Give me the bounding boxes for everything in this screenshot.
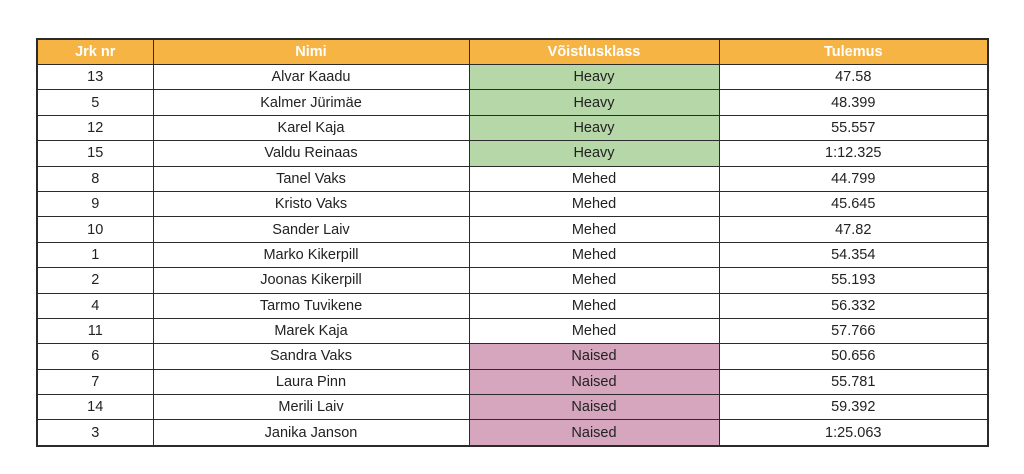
cell-jrk-nr[interactable]: 10 xyxy=(37,217,153,242)
cell-nimi[interactable]: Marko Kikerpill xyxy=(153,242,469,267)
table-row[interactable] xyxy=(37,65,988,90)
header-jrk-nr[interactable]: Jrk nr xyxy=(37,39,153,65)
table-row[interactable] xyxy=(37,268,988,293)
cell-voistlusklass[interactable]: Naised xyxy=(469,369,719,394)
cell-voistlusklass[interactable]: Mehed xyxy=(469,318,719,343)
cell-tulemus[interactable]: 59.392 xyxy=(719,395,988,420)
cell-tulemus[interactable]: 47.58 xyxy=(719,65,988,90)
cell-tulemus[interactable]: 55.557 xyxy=(719,115,988,140)
cell-nimi[interactable]: Valdu Reinaas xyxy=(153,141,469,166)
cell-voistlusklass[interactable]: Mehed xyxy=(469,242,719,267)
cell-tulemus[interactable]: 48.399 xyxy=(719,90,988,115)
cell-tulemus[interactable]: 1:25.063 xyxy=(719,420,988,446)
cell-nimi[interactable]: Sandra Vaks xyxy=(153,344,469,369)
cell-tulemus[interactable]: 54.354 xyxy=(719,242,988,267)
cell-nimi[interactable]: Sander Laiv xyxy=(153,217,469,242)
cell-jrk-nr[interactable]: 4 xyxy=(37,293,153,318)
cell-jrk-nr[interactable]: 11 xyxy=(37,318,153,343)
cell-voistlusklass[interactable]: Mehed xyxy=(469,217,719,242)
cell-voistlusklass[interactable]: Heavy xyxy=(469,65,719,90)
cell-voistlusklass[interactable]: Heavy xyxy=(469,141,719,166)
cell-nimi[interactable]: Tanel Vaks xyxy=(153,166,469,191)
cell-jrk-nr[interactable]: 14 xyxy=(37,395,153,420)
table-row[interactable] xyxy=(37,318,988,343)
cell-voistlusklass[interactable]: Naised xyxy=(469,344,719,369)
cell-tulemus[interactable]: 55.193 xyxy=(719,268,988,293)
table-header xyxy=(37,39,988,65)
cell-jrk-nr[interactable]: 13 xyxy=(37,65,153,90)
table-row[interactable] xyxy=(37,166,988,191)
cell-jrk-nr[interactable]: 1 xyxy=(37,242,153,267)
cell-nimi[interactable]: Tarmo Tuvikene xyxy=(153,293,469,318)
table-row[interactable] xyxy=(37,395,988,420)
header-tulemus[interactable]: Tulemus xyxy=(719,39,988,65)
cell-nimi[interactable]: Kalmer Jürimäe xyxy=(153,90,469,115)
cell-nimi[interactable]: Janika Janson xyxy=(153,420,469,446)
cell-jrk-nr[interactable]: 2 xyxy=(37,268,153,293)
cell-jrk-nr[interactable]: 7 xyxy=(37,369,153,394)
cell-voistlusklass[interactable]: Heavy xyxy=(469,90,719,115)
cell-nimi[interactable]: Joonas Kikerpill xyxy=(153,268,469,293)
cell-jrk-nr[interactable]: 12 xyxy=(37,115,153,140)
cell-tulemus[interactable]: 45.645 xyxy=(719,191,988,216)
table-row[interactable] xyxy=(37,90,988,115)
table-row[interactable] xyxy=(37,242,988,267)
cell-tulemus[interactable]: 57.766 xyxy=(719,318,988,343)
table-row[interactable] xyxy=(37,344,988,369)
cell-voistlusklass[interactable]: Naised xyxy=(469,420,719,446)
table-row[interactable] xyxy=(37,141,988,166)
table-row[interactable] xyxy=(37,369,988,394)
cell-nimi[interactable]: Marek Kaja xyxy=(153,318,469,343)
cell-nimi[interactable]: Kristo Vaks xyxy=(153,191,469,216)
cell-voistlusklass[interactable]: Mehed xyxy=(469,166,719,191)
table-body xyxy=(37,65,988,446)
cell-jrk-nr[interactable]: 8 xyxy=(37,166,153,191)
cell-nimi[interactable]: Merili Laiv xyxy=(153,395,469,420)
cell-tulemus[interactable]: 56.332 xyxy=(719,293,988,318)
cell-nimi[interactable]: Laura Pinn xyxy=(153,369,469,394)
header-voistlusklass[interactable]: Võistlusklass xyxy=(469,39,719,65)
cell-tulemus[interactable]: 47.82 xyxy=(719,217,988,242)
cell-nimi[interactable]: Karel Kaja xyxy=(153,115,469,140)
cell-voistlusklass[interactable]: Mehed xyxy=(469,293,719,318)
table-row[interactable] xyxy=(37,217,988,242)
cell-voistlusklass[interactable]: Heavy xyxy=(469,115,719,140)
cell-jrk-nr[interactable]: 6 xyxy=(37,344,153,369)
header-nimi[interactable]: Nimi xyxy=(153,39,469,65)
cell-voistlusklass[interactable]: Mehed xyxy=(469,191,719,216)
cell-tulemus[interactable]: 44.799 xyxy=(719,166,988,191)
cell-tulemus[interactable]: 1:12.325 xyxy=(719,141,988,166)
cell-voistlusklass[interactable]: Naised xyxy=(469,395,719,420)
cell-jrk-nr[interactable]: 9 xyxy=(37,191,153,216)
header-row xyxy=(37,39,988,65)
table-row[interactable] xyxy=(37,115,988,140)
results-table xyxy=(36,38,989,447)
cell-jrk-nr[interactable]: 5 xyxy=(37,90,153,115)
cell-jrk-nr[interactable]: 3 xyxy=(37,420,153,446)
cell-nimi[interactable]: Alvar Kaadu xyxy=(153,65,469,90)
results-table-container xyxy=(36,38,987,447)
cell-tulemus[interactable]: 55.781 xyxy=(719,369,988,394)
table-row[interactable] xyxy=(37,420,988,446)
table-row[interactable] xyxy=(37,191,988,216)
table-row[interactable] xyxy=(37,293,988,318)
cell-tulemus[interactable]: 50.656 xyxy=(719,344,988,369)
cell-voistlusklass[interactable]: Mehed xyxy=(469,268,719,293)
cell-jrk-nr[interactable]: 15 xyxy=(37,141,153,166)
